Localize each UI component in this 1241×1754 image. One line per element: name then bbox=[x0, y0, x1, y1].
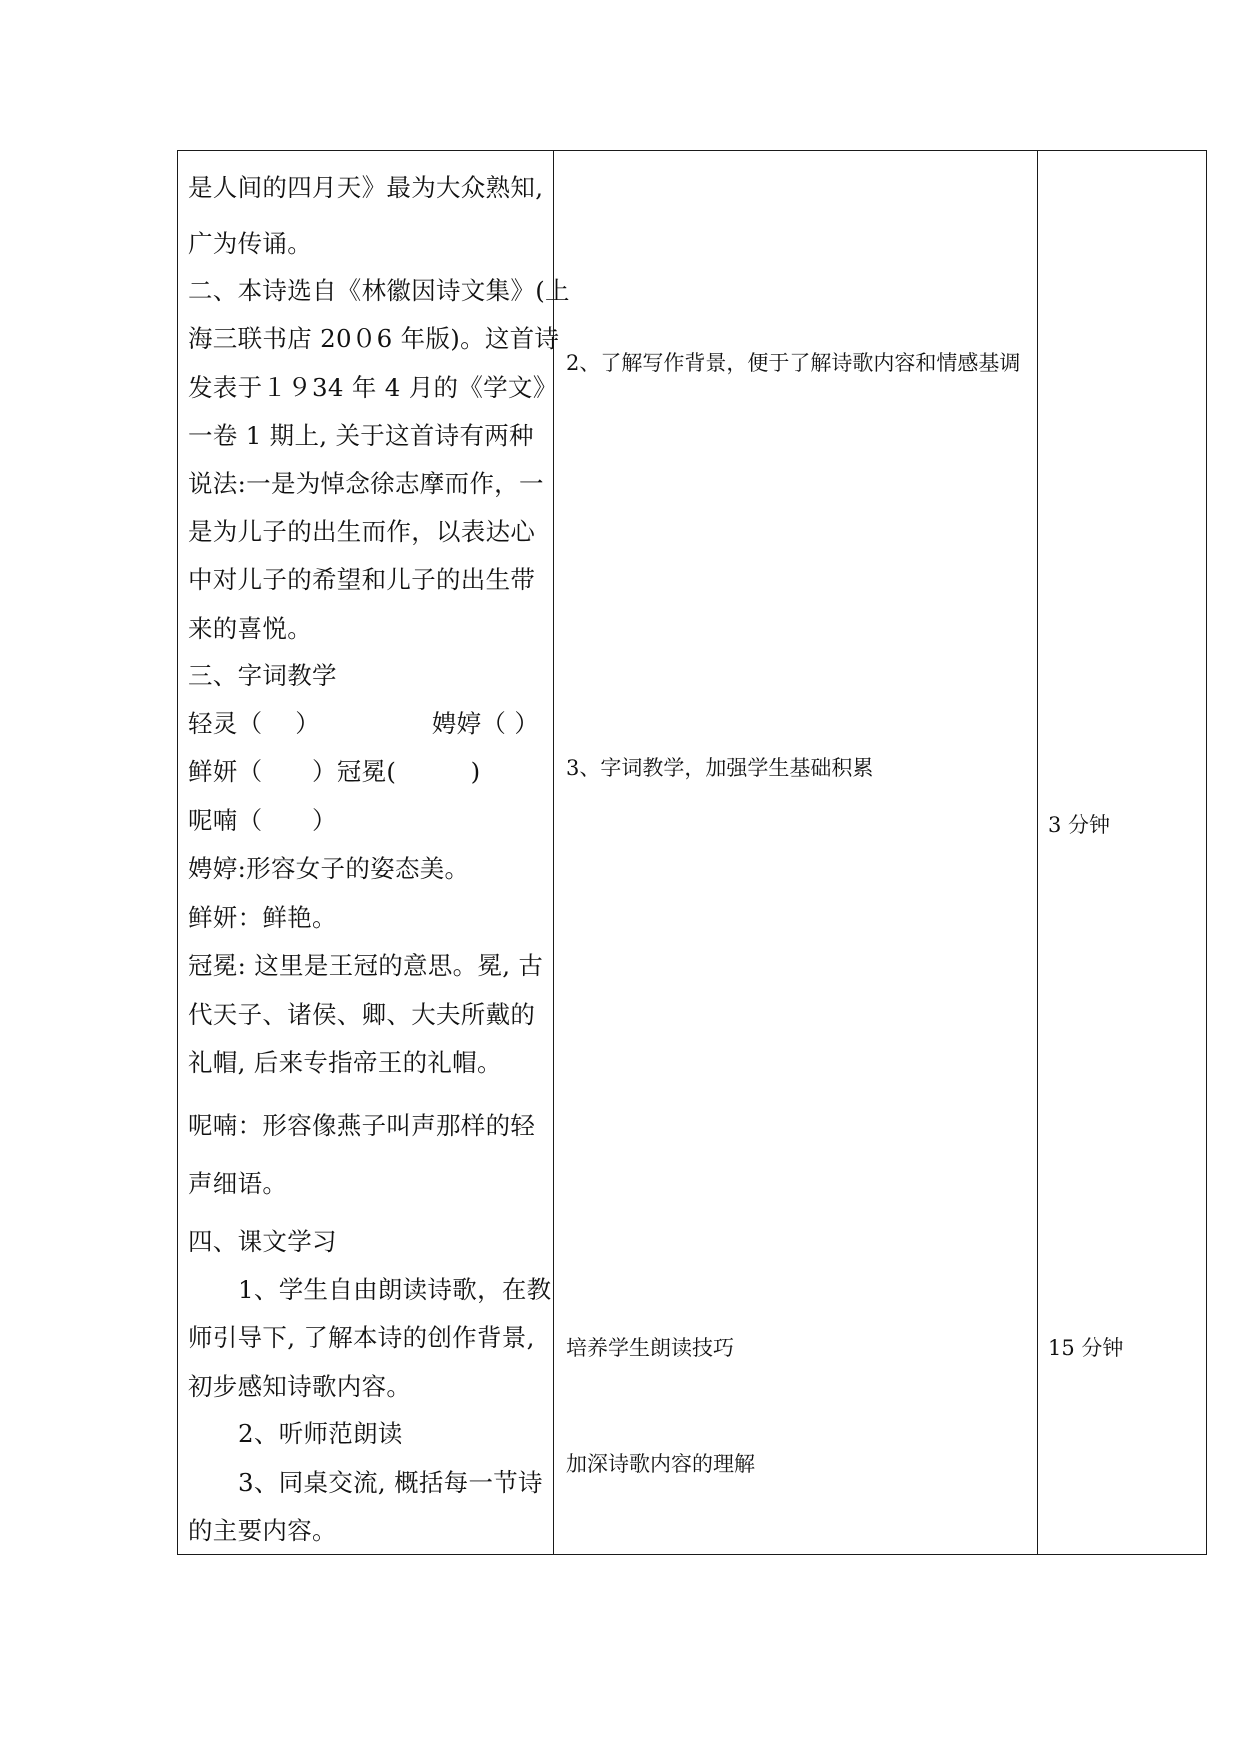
activity-line: 说法:一是为悼念徐志摩而作，一 bbox=[188, 469, 544, 498]
vocab-definition: 声细语。 bbox=[188, 1169, 288, 1198]
activity-line: 发表于１９34 年 4 月的《学文》 bbox=[188, 373, 558, 402]
activity-step: 2、听师范朗读 bbox=[238, 1419, 403, 1448]
section-heading: 四、课文学习 bbox=[188, 1227, 337, 1256]
activity-line: 初步感知诗歌内容。 bbox=[188, 1372, 412, 1401]
activity-line: 二、本诗选自《林徽因诗文集》(上 bbox=[188, 276, 570, 305]
intent-background: 2、了解写作背景，便于了解诗歌内容和情感基调 bbox=[566, 351, 1021, 375]
section-heading: 三、字词教学 bbox=[188, 661, 337, 690]
vocab-definition: 呢喃：形容像燕子叫声那样的轻 bbox=[188, 1111, 536, 1140]
activity-line: 是人间的四月天》最为大众熟知, bbox=[188, 173, 544, 202]
activity-line: 师引导下, 了解本诗的创作背景, bbox=[188, 1323, 535, 1352]
column-divider-2 bbox=[1037, 150, 1038, 1555]
activity-line: 广为传诵。 bbox=[188, 229, 312, 258]
activity-line: 的主要内容。 bbox=[188, 1516, 337, 1545]
vocab-blank-line: 鲜妍（ ）冠冕( ) bbox=[188, 757, 481, 786]
intent-reading: 培养学生朗读技巧 bbox=[566, 1336, 734, 1360]
vocab-blank-line: 呢喃（ ） bbox=[188, 806, 337, 835]
activity-step: 3、同桌交流, 概括每一节诗 bbox=[238, 1468, 543, 1497]
vocab-definition: 冠冕: 这里是王冠的意思。冕, 古 bbox=[188, 951, 544, 980]
column-divider-1 bbox=[553, 150, 554, 1555]
activity-line: 来的喜悦。 bbox=[188, 614, 312, 643]
activity-line: 一卷 1 期上, 关于这首诗有两种 bbox=[188, 421, 534, 450]
vocab-definition: 鲜妍：鲜艳。 bbox=[188, 903, 337, 932]
vocab-blank-line: 轻灵（ ） 娉婷（ ） bbox=[188, 709, 540, 738]
intent-vocab: 3、字词教学，加强学生基础积累 bbox=[566, 756, 874, 780]
activity-line: 中对儿子的希望和儿子的出生带 bbox=[188, 565, 536, 594]
activity-step: 1、学生自由朗读诗歌，在教 bbox=[238, 1275, 552, 1304]
intent-understanding: 加深诗歌内容的理解 bbox=[566, 1452, 755, 1476]
activity-line: 是为儿子的出生而作，以表达心 bbox=[188, 517, 536, 546]
time-text: 15 分钟 bbox=[1048, 1336, 1124, 1360]
time-vocab: 3 分钟 bbox=[1048, 813, 1111, 837]
vocab-definition: 代天子、诸侯、卿、大夫所戴的 bbox=[188, 1000, 536, 1029]
activity-line: 海三联书店 20０6 年版)。这首诗 bbox=[188, 324, 560, 353]
vocab-definition: 礼帽, 后来专指帝王的礼帽。 bbox=[188, 1048, 502, 1077]
vocab-definition: 娉婷:形容女子的姿态美。 bbox=[188, 854, 470, 883]
